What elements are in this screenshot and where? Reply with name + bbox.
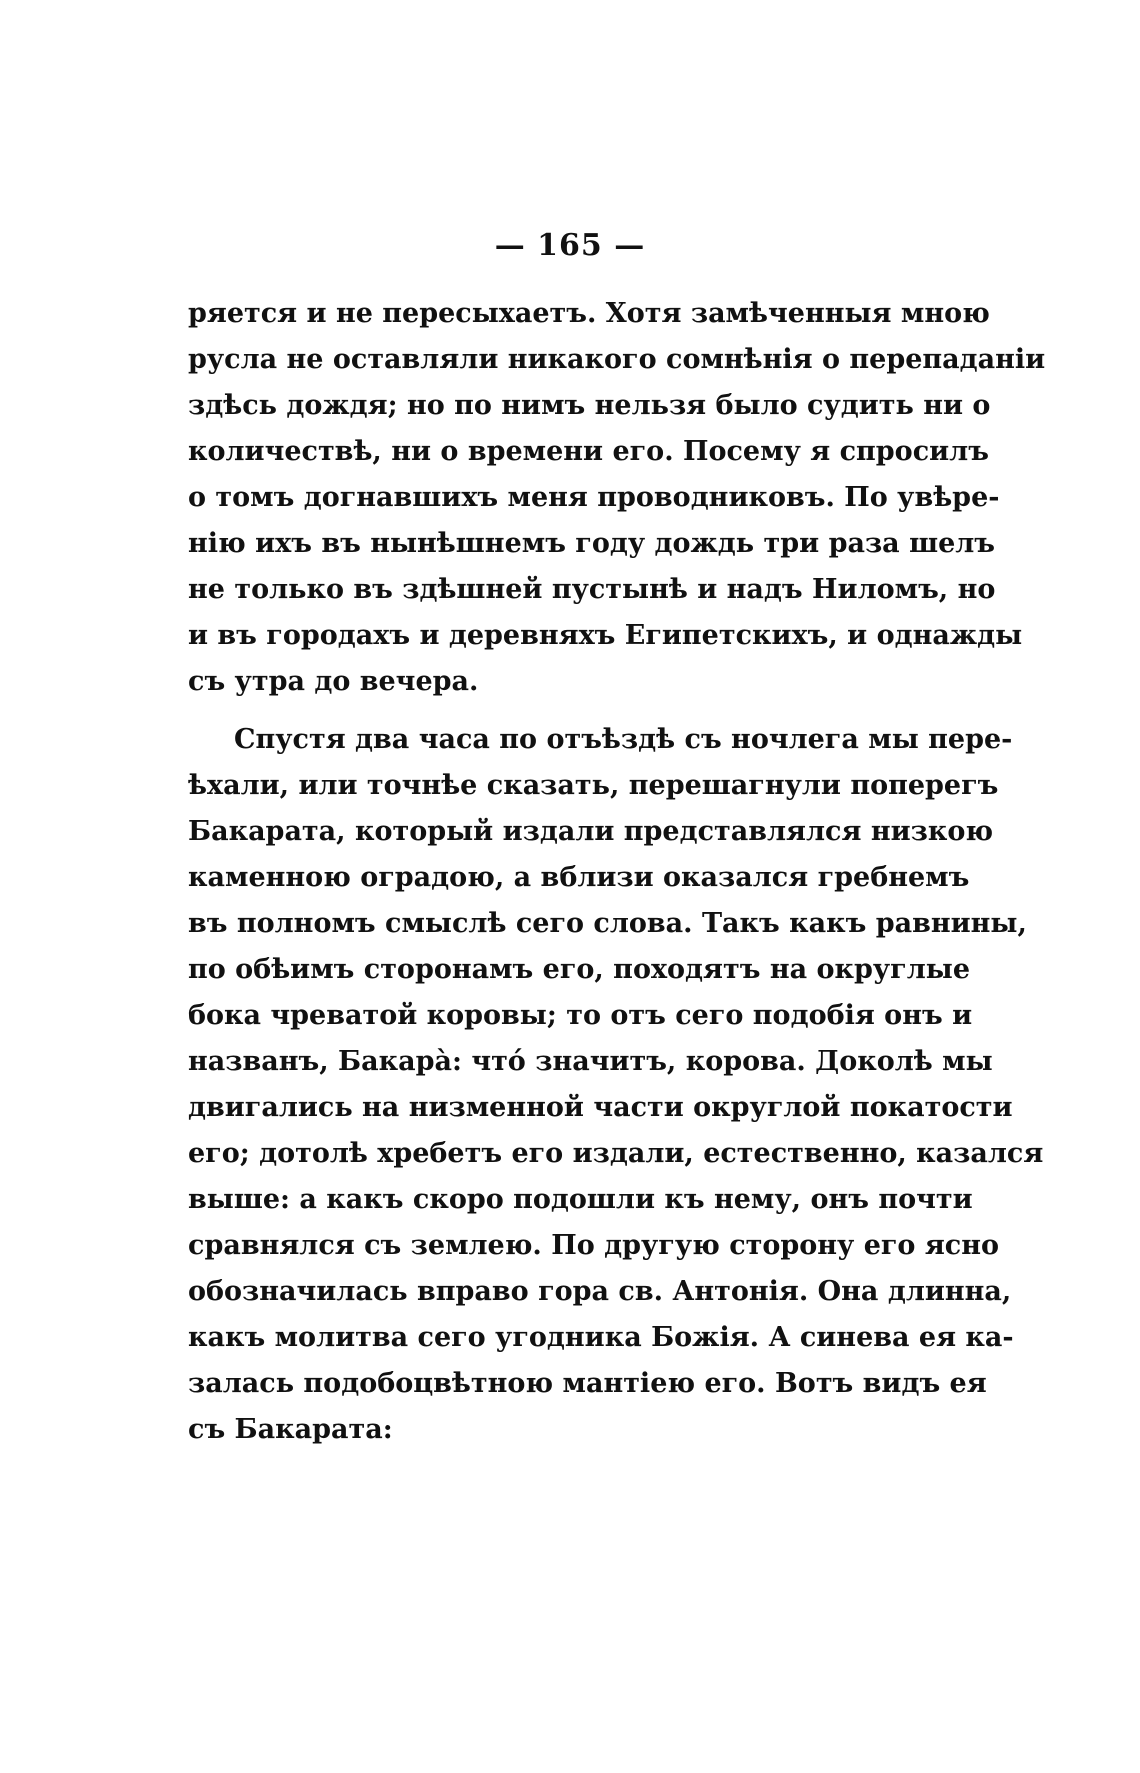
text-line: не только въ здѣшней пустынѣ и надъ Ниломъ, но xyxy=(188,574,996,605)
text-line: здѣсь дождя; но по нимъ нельзя было судить ни о xyxy=(188,390,991,421)
paragraph-1 xyxy=(188,291,1046,705)
body-text xyxy=(188,291,1046,1453)
text-line: Бакарата, который издали представлялся низкою xyxy=(188,816,994,847)
text-line: бока чреватой коровы; то отъ сего подобія онъ и xyxy=(188,1000,973,1031)
page-number: — 165 — xyxy=(494,228,646,263)
text-line: въ полномъ смыслѣ сего слова. Такъ какъ равнины, xyxy=(188,908,1027,939)
text-line: каменною оградою, а вблизи оказался гребнемъ xyxy=(188,862,970,893)
text-line: залась подобоцвѣтною мантіею его. Вотъ видъ ея xyxy=(188,1368,987,1399)
text-line: съ Бакарата: xyxy=(188,1414,393,1445)
text-line: нію ихъ въ нынѣшнемъ году дождь три раза шелъ xyxy=(188,528,996,559)
text-line: какъ молитва сего угодника Божія. А синева ея ка- xyxy=(188,1322,1014,1353)
text-line: русла не оставляли никакого сомнѣнія о перепаданіи xyxy=(188,344,1046,375)
text-line: обозначилась вправо гора св. Антонія. Она длинна, xyxy=(188,1276,1012,1307)
text-line: сравнялся съ землею. По другую сторону его ясно xyxy=(188,1230,1000,1261)
text-line: ѣхали, или точнѣе сказать, перешагнули поперегъ xyxy=(188,770,999,801)
text-line: названъ, Бакарà: чтó значитъ, корова. Доколѣ мы xyxy=(188,1046,993,1077)
text-line: двигались на низменной части округлой покатости xyxy=(188,1092,1013,1123)
text-line: количествѣ, ни о времени его. Посему я спросилъ xyxy=(188,436,989,467)
text-line: по обѣимъ сторонамъ его, походятъ на округлые xyxy=(188,954,970,985)
text-line: Спустя два часа по отъѣздѣ съ ночлега мы пере- xyxy=(234,724,1013,755)
text-line: съ утра до вечера. xyxy=(188,666,479,697)
paragraph-2 xyxy=(188,717,1044,1453)
text-line: выше: а какъ скоро подошли къ нему, онъ почти xyxy=(188,1184,973,1215)
paragraph-gap xyxy=(188,705,873,717)
text-line: о томъ догнавшихъ меня проводниковъ. По увѣре- xyxy=(188,482,1000,513)
text-line: ряется и не пересыхаетъ. Хотя замѣченныя мною xyxy=(188,298,990,329)
text-line: его; дотолѣ хребетъ его издали, естественно, казался xyxy=(188,1138,1044,1169)
text-line: и въ городахъ и деревняхъ Египетскихъ, и однажды xyxy=(188,620,1023,651)
